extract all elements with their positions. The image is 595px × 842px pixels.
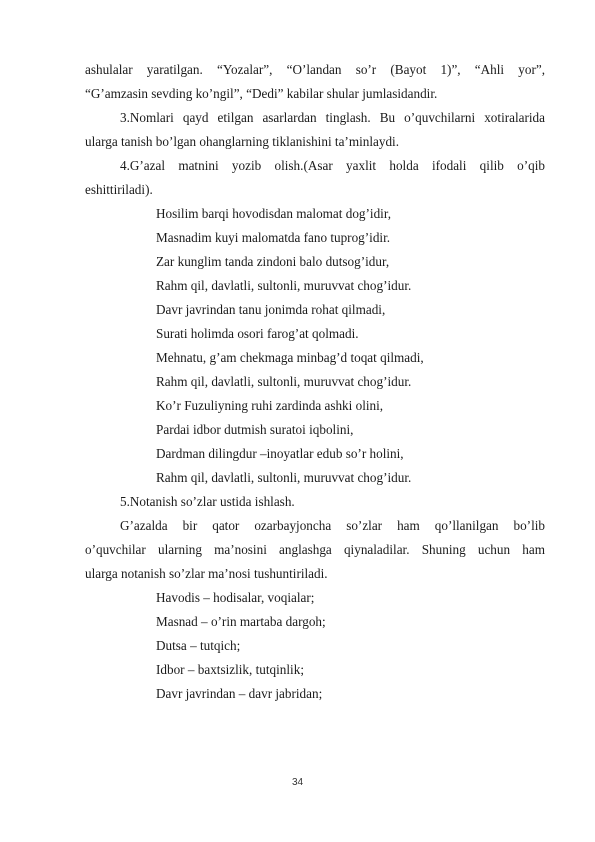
paragraph-line: ularga tanish bo’lgan ohanglarning tiklanishini ta’minlaydi. (85, 134, 399, 149)
poem-line: Rahm qil, davlatli, sultonli, muruvvat chog’idur. (156, 278, 412, 293)
paragraph-line: 5.Notanish so’zlar ustida ishlash. (120, 494, 295, 509)
paragraph-line: eshittiriladi). (85, 182, 153, 197)
glossary-item: Idbor – baxtsizlik, tutqinlik; (156, 662, 304, 677)
poem-line: Zar kunglim tanda zindoni balo dutsog’idur, (156, 254, 390, 269)
poem-line: Mehnatu, g’am chekmaga minbag’d toqat qilmadi, (156, 350, 424, 365)
paragraph-line: ularga notanish so’zlar ma’nosi tushuntiriladi. (85, 566, 328, 581)
glossary-item: Havodis – hodisalar, voqialar; (156, 590, 315, 605)
glossary-item: Masnad – o’rin martaba dargoh; (156, 614, 326, 629)
paragraph-line: “G’amzasin sevding ko’ngil”, “Dedi” kabilar shular jumlasidandir. (85, 86, 438, 101)
page-number: 34 (291, 777, 304, 788)
poem-line: Hosilim barqi hovodisdan malomat dog’idir, (156, 206, 391, 221)
glossary-item: Dutsa – tutqich; (156, 638, 241, 653)
poem-line: Surati holimda osori farog’at qolmadi. (156, 326, 359, 341)
glossary-item: Davr javrindan – davr jabridan; (156, 686, 323, 701)
poem-line: Rahm qil, davlatli, sultonli, muruvvat chog’idur. (156, 470, 412, 485)
paragraph-line: 4.G’azal matnini yozib olish.(Asar yaxlit holda ifodali qilib o’qib (120, 158, 545, 173)
paragraph-line: 3.Nomlari qayd etilgan asarlardan tinglash. Bu o’quvchilarni xotiralarida (120, 110, 545, 125)
paragraph-line: o’quvchilar ularning ma’nosini anglashga qiynaladilar. Shuning uchun ham (85, 542, 545, 557)
poem-line: Ko’r Fuzuliyning ruhi zardinda ashki olini, (156, 398, 384, 413)
poem-line: Pardai idbor dutmish suratoi iqbolini, (156, 422, 354, 437)
poem-line: Masnadim kuyi malomatda fano tuprog’idir. (156, 230, 391, 245)
paragraph-line: ashulalar yaratilgan. “Yozalar”, “O’landan so’r (Bayot 1)”, “Ahli yor”, (85, 62, 545, 77)
paragraph-line: G’azalda bir qator ozarbayjoncha so’zlar ham qo’llanilgan bo’lib (120, 518, 545, 533)
poem-line: Davr javrindan tanu jonimda rohat qilmadi, (156, 302, 386, 317)
poem-line: Dardman dilingdur –inoyatlar edub so’r holini, (156, 446, 404, 461)
poem-line: Rahm qil, davlatli, sultonli, muruvvat chog’idur. (156, 374, 412, 389)
